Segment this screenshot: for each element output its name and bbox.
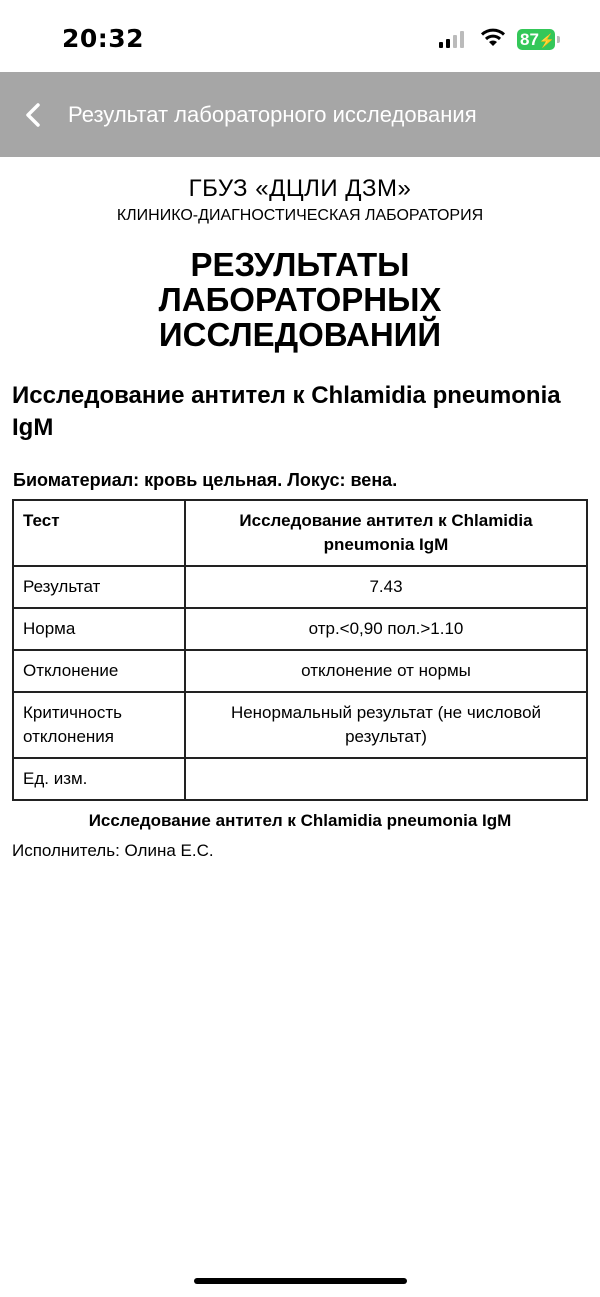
org-name: ГБУЗ «ДЦЛИ ДЗМ» — [188, 175, 412, 202]
row-label: Тест — [13, 500, 185, 566]
status-bar — [0, 0, 600, 72]
table-row — [13, 566, 587, 608]
battery-icon: 87⚡ — [517, 29, 555, 50]
lab-name: КЛИНИКО-ДИАГНОСТИЧЕСКАЯ ЛАБОРАТОРИЯ — [116, 207, 484, 224]
status-time: 20:32 — [62, 24, 145, 53]
table-row — [13, 758, 587, 800]
row-label: Норма — [13, 608, 185, 650]
home-indicator[interactable] — [194, 1278, 407, 1284]
table-row — [13, 650, 587, 692]
report-title-line: ЛАБОРАТОРНЫХ — [158, 281, 442, 318]
battery-level: 87 — [520, 30, 539, 49]
wifi-icon — [480, 27, 506, 47]
results-table — [12, 499, 588, 801]
row-label: Критичность отклонения — [13, 692, 185, 758]
table-row — [13, 500, 587, 566]
nav-bar — [0, 72, 600, 157]
table-caption: Исследование антител к Chlamidia pneumonia IgM — [88, 811, 512, 830]
battery-tip — [557, 36, 560, 43]
row-value: отклонение от нормы — [185, 650, 587, 692]
row-label: Результат — [13, 566, 185, 608]
biomaterial: Биоматериал: кровь цельная. Локус: вена. — [13, 470, 398, 490]
table-row — [13, 608, 587, 650]
executor: Исполнитель: Олина Е.С. — [12, 841, 214, 860]
report-title — [0, 247, 600, 352]
row-label: Ед. изм. — [13, 758, 185, 800]
row-value: Ненормальный результат (не числовой результат) — [185, 692, 587, 758]
study-title: Исследование антител к Chlamidia pneumonia IgM — [12, 382, 561, 441]
row-value — [185, 758, 587, 800]
row-value: 7.43 — [185, 566, 587, 608]
row-value: отр.<0,90 пол.>1.10 — [185, 608, 587, 650]
back-chevron-icon[interactable] — [20, 100, 50, 130]
row-label: Отклонение — [13, 650, 185, 692]
nav-title: Результат лабораторного исследования — [68, 102, 477, 127]
row-value: Исследование антител к Chlamidia pneumonia IgM — [185, 500, 587, 566]
table-row — [13, 692, 587, 758]
report-title-line: ИССЛЕДОВАНИЙ — [158, 316, 442, 353]
report-title-line: РЕЗУЛЬТАТЫ — [190, 246, 410, 283]
cellular-signal-icon — [439, 31, 464, 48]
